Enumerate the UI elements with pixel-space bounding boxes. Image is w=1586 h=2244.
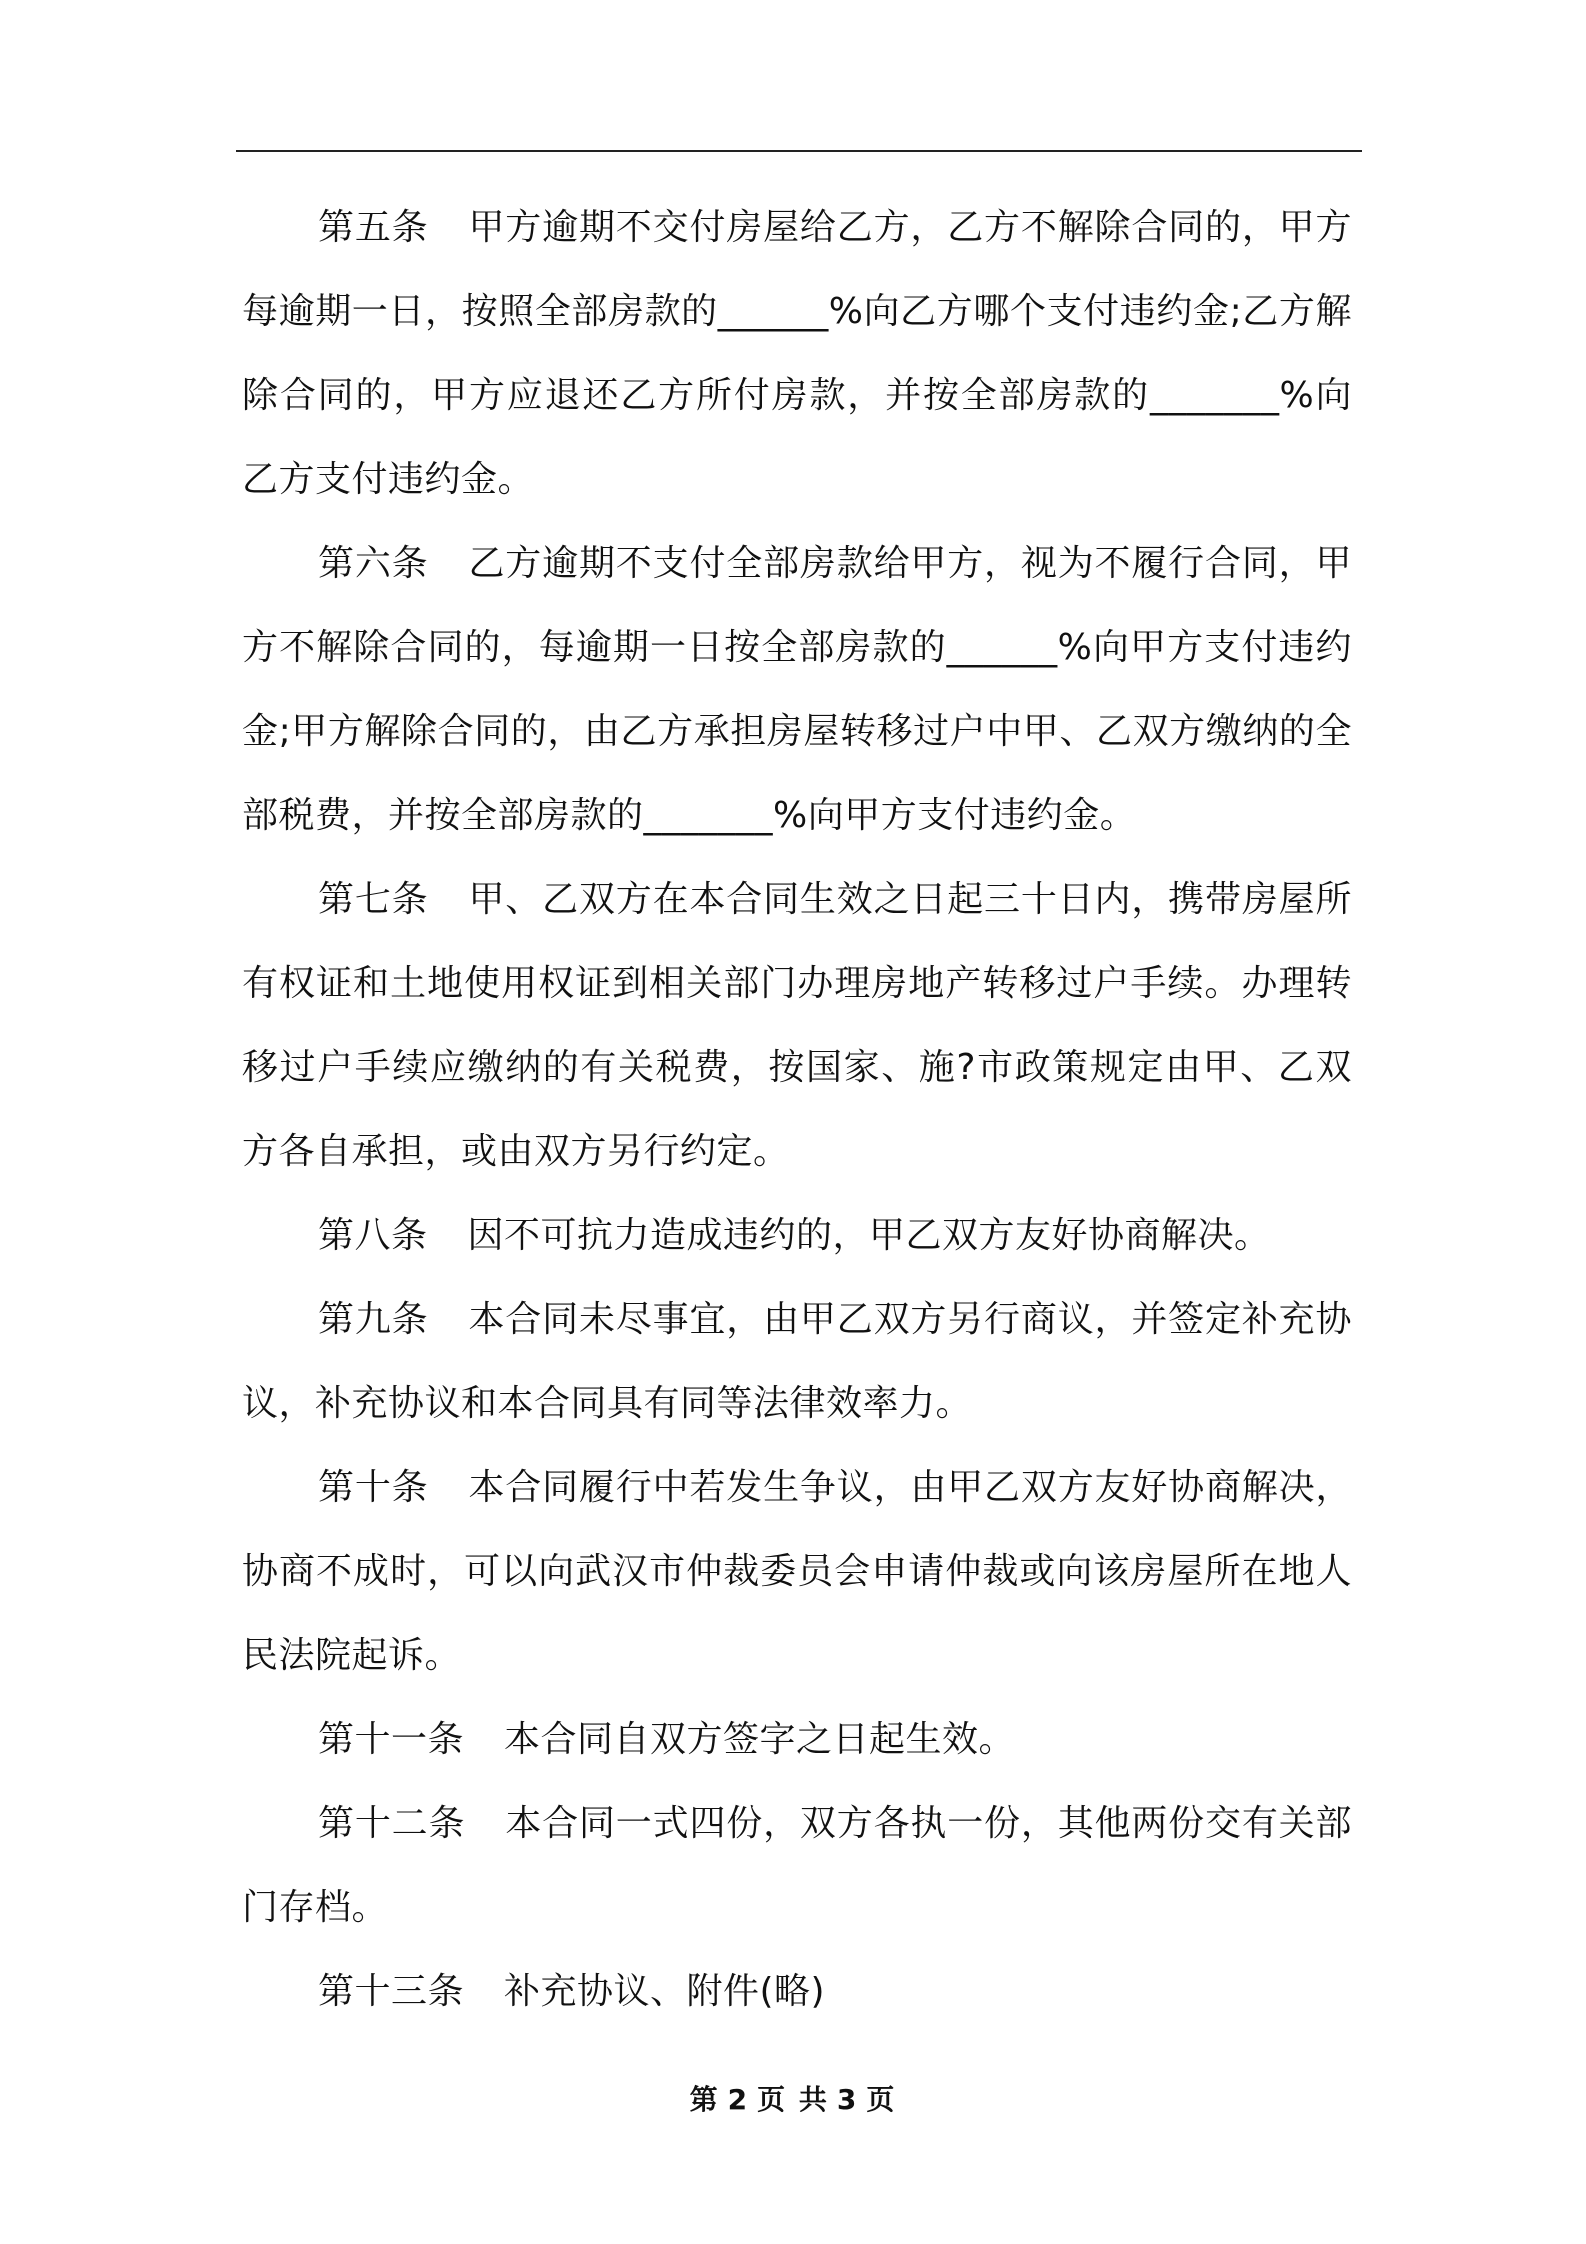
article-text: 补充协议、附件(略) <box>504 1971 826 2012</box>
article-number: 第五条 <box>318 207 429 248</box>
article-number: 第十一条 <box>318 1719 465 1760</box>
article-text: 本合同自双方签字之日起生效。 <box>504 1719 1016 1760</box>
article-5 <box>242 186 1352 522</box>
document-body <box>242 186 1352 2034</box>
article-text: 乙方逾期不支付全部房款给甲方，视为不履行合同，甲方不解除合同的，每逾期一日按全部房款的______%向甲方支付违约金;甲方解除合同的，由乙方承担房屋转移过户中甲、乙双方缴纳的全部税费，并按全部房款的_______%向甲方支付违约金。 <box>242 543 1352 836</box>
article-11 <box>242 1698 1352 1782</box>
footer-mid: 页 共 <box>757 2083 829 2116</box>
article-text: 本合同履行中若发生争议，由甲乙双方友好协商解决，协商不成时，可以向武汉市仲裁委员会申请仲裁或向该房屋所在地人民法院起诉。 <box>242 1467 1352 1676</box>
article-number: 第六条 <box>318 543 429 584</box>
article-13 <box>242 1950 1352 2034</box>
article-number: 第九条 <box>318 1299 429 1340</box>
article-number: 第十三条 <box>318 1971 465 2012</box>
total-pages: 3 <box>836 2083 859 2116</box>
article-12 <box>242 1782 1352 1950</box>
article-text: 因不可抗力造成违约的，甲乙双方友好协商解决。 <box>467 1215 1271 1256</box>
footer-suffix: 页 <box>866 2083 897 2116</box>
article-7 <box>242 858 1352 1194</box>
article-6 <box>242 522 1352 858</box>
header-rule <box>236 150 1362 152</box>
article-9 <box>242 1278 1352 1446</box>
article-text: 甲、乙双方在本合同生效之日起三十日内，携带房屋所有权证和土地使用权证到相关部门办理房地产转移过户手续。办理转移过户手续应缴纳的有关税费，按国家、施?市政策规定由甲、乙双方各自承担，或由双方另行约定。 <box>242 879 1352 1172</box>
article-number: 第七条 <box>318 879 429 920</box>
article-text: 本合同未尽事宜，由甲乙双方另行商议，并签定补充协议，补充协议和本合同具有同等法律效率力。 <box>242 1299 1352 1424</box>
article-10 <box>242 1446 1352 1698</box>
article-text: 甲方逾期不交付房屋给乙方，乙方不解除合同的，甲方每逾期一日，按照全部房款的______%向乙方哪个支付违约金;乙方解除合同的，甲方应退还乙方所付房款，并按全部房款的_______%向乙方支付违约金。 <box>242 207 1352 500</box>
page-footer <box>0 2078 1586 2118</box>
page-number: 2 <box>727 2083 750 2116</box>
article-text: 本合同一式四份，双方各执一份，其他两份交有关部门存档。 <box>242 1803 1352 1928</box>
article-number: 第十二条 <box>318 1803 466 1844</box>
article-8 <box>242 1194 1352 1278</box>
article-number: 第十条 <box>318 1467 429 1508</box>
article-number: 第八条 <box>318 1215 428 1256</box>
footer-prefix: 第 <box>689 2083 720 2116</box>
